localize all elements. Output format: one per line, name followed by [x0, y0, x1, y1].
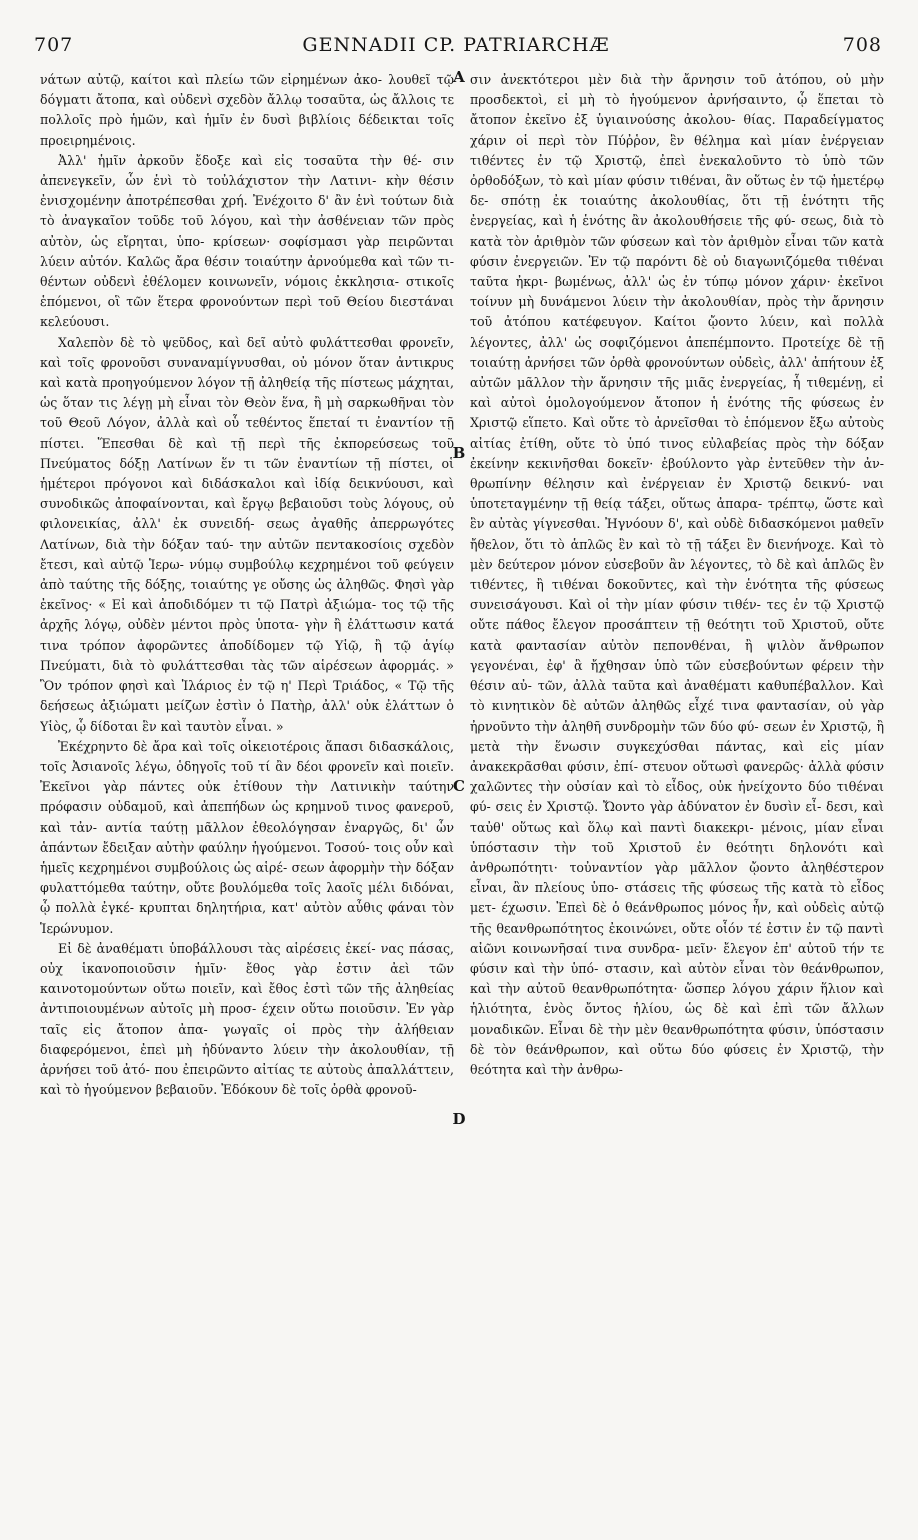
right-page-number: 708 — [842, 34, 882, 56]
paragraph: Ἀλλ' ἡμῖν ἀρκοῦν ἔδοξε καὶ εἰς τοσαῦτα τὴν θέ- σιν ἀπενεγκεῖν, ὧν ἑνὶ τὸ τοὐλάχιστον τὴν Λατινι- κὴν θέσιν ἐνισχομένην ἀποτρέπεσθαι χρή. Ἐνέχοιτο δ' ἂν ἑνὶ τούτων διὰ τὸ ἀναγκαῖον τοῦδε τοῦ λόγου, καὶ τὴν ἀσθένειαν τῶν πρὸς αὐτὸν, ὡς εἴρηται, ὑπο- κρίσεων· σοφίσμασι γὰρ πειρῶνται λύειν αὐτόν. Καλῶς ἄρα θέσιν τοιαύτην ἀρνούμεθα καὶ τῶν τι- θέντων οὐδενὶ ἐθέλομεν κοινωνεῖν, νόμοις ἐκκλησια- στικοῖς ἑπόμενοι, οἳ τῶν ἕτερα φρονούντων περὶ τοῦ Θείου διεστάναι κελεύουσι. — [40, 152, 454, 330]
page-header — [30, 34, 882, 64]
paragraph: Χαλεπὸν δὲ τὸ ψεῦδος, καὶ δεῖ αὐτὸ φυλάττεσθαι φρονεῖν, καὶ τοῖς φρονοῦσι συναναμίγνυσθαι, οὐ μόνον ὅταν ἀντικρυς καὶ κατὰ προηγούμενον λόγον τῇ ἀληθείᾳ τῆς πίστεως μάχηται, ὡς ὅταν τις λέγῃ μὴ εἶναι τὸν Θεὸν ἕνα, ἢ μὴ σαρκωθῆναι τὸν τοῦ Θεοῦ Λόγον, ἀλλὰ καὶ οὗ τεθέντος ἕπεταί τι ἐναντίον τῇ πίστει. Ἕπεσθαι δὲ καὶ τῇ περὶ τῆς ἐκπορεύσεως τοῦ Πνεύματος δόξῃ Λατίνων ἕν τι τῶν ἐναντίων τῇ πίστει, οἱ ἡμέτεροι πρόγονοι καὶ διδάσκαλοι καὶ ἰδίᾳ δεικνύουσι, καὶ συνοδικῶς ἀποφαίνονται, καὶ ἔργῳ βεβαιοῦσι τοὺς λόγους, οὐ φιλονεικίας, ἀλλ' ἐκ συνειδή- σεως ἀγαθῆς ἀπερρωγότες Λατίνων, διὰ τὴν δόξαν ταύ- την αὐτῶν πεντακοσίοις σχεδὸν ἔτεσι, καὶ αὐτῷ Ἱερω- νύμῳ συμβούλῳ κεχρημένοι τοῦ φεύγειν ἀπὸ ταύτης τῆς δόξης, τοιαύτης γε οὔσης ὡς ἀληθῶς. Φησὶ γὰρ ἐκεῖνος· « Εἰ καὶ ἀποδιδόμεν τι τῷ Πατρὶ ἀξιώμα- τος τῷ τῆς ἀρχῆς λόγῳ, οὐδὲν μέντοι πρὸς ὑποτα- γὴν ἢ ἐλάττωσιν κατά τινα τρόπον ἀφορῶντες ἀποδίδομεν τῷ Υἱῷ, ἢ τῷ ἁγίῳ Πνεύματι, διὰ τὸ φυλάττεσθαι τὰς τῶν αἱρέσεων ἀφορμάς. » Ὃν τρόπον φησὶ καὶ Ἱλάριος ἐν τῷ η' Περὶ Τριάδος, « Τῷ τῆς δεήσεως ἀξιώματι μείζων ἐστὶν ὁ Πατὴρ, ἀλλ' οὐκ ἐλάττων ὁ Υἱὸς, ᾧ δίδοται ἓν καὶ ταυτὸν εἶναι. » — [40, 334, 454, 734]
margin-marker-c: C — [453, 777, 465, 795]
margin-marker-a: A — [453, 68, 465, 86]
running-title: GENNADII CP. PATRIARCHÆ — [302, 34, 610, 56]
left-page-number: 707 — [34, 34, 74, 56]
left-column — [40, 70, 454, 1510]
paragraph: Εἰ δὲ ἀναθέματι ὑποβάλλουσι τὰς αἱρέσεις ἐκεί- νας πάσας, οὐχ ἱκανοποιοῦσιν ἡμῖν· ἔθος γὰρ ἐστιν ἀεὶ τῶν καινοτομούντων οὕτω ποιεῖν, καὶ ἔθος ἐστὶ τῶν τῆς ἀληθείας ἀντιποιουμένων αὐτοῖς μὴ προσ- έχειν οὕτω ποιοῦσιν. Ἐν γὰρ ταῖς εἰς ἄτοπον ἀπα- γωγαῖς οἱ πρὸς τὴν ἀλήθειαν διαφερόμενοι, ἐπεὶ μὴ ἠδύναντο λύειν τὴν ἀκολουθίαν, τῇ ἀρνήσει τοῦ ἀτό- που ἐπειρῶντο αἰτίας τε αὐτοὺς ἀπαλλάττειν, καὶ τὸ ἡγούμενον βεβαιοῦν. Ἐδόκουν δὲ τοῖς ὀρθὰ φρονοῦ- — [40, 940, 454, 1098]
paragraph: Ἐκέχρηντο δὲ ἄρα καὶ τοῖς οἰκειοτέροις ἅπασι διδασκάλοις, τοῖς Ἀσιανοῖς λέγω, ὁδηγοῖς τοῦ τί ἂν δέοι φρονεῖν καὶ ποιεῖν. Ἐκεῖνοι γὰρ πάντες οὐκ ἐτίθουν τὴν Λατινικὴν ταύτην πρόφασιν οὐδαμοῦ, καὶ ἀπεπήδων ὡς κρημνοῦ τινος φανεροῦ, καὶ τἀν- αντία ταύτῃ μᾶλλον ἐθεολόγησαν ἐναργῶς, δι' ὧν ἁπάντων ἔδειξαν αὐτὴν φαύλην ἡγούμενοι. Τοσού- τοις οὖν καὶ ἡμεῖς κεχρημένοι συμβούλοις ὡς αἱρέ- σεων ἀφορμὴν τὴν δόξαν φυλαττόμεθα ταύτην, οὔτε βουλόμεθα τοῖς λαοῖς μέλι διδόναι, ᾧ πολλὰ ἐγκέ- κρυπται δηλητήρια, κατ' αὐτὸν αὖθις φάναι τὸν Ἱερώνυμον. — [40, 738, 454, 936]
paragraph: νάτων αὐτῷ, καίτοι καὶ πλείω τῶν εἰρημένων ἀκο- λουθεῖ τῷ δόγματι ἄτοπα, καὶ οὐδενὶ σχεδὸν ἄλλῳ τοσαῦτα, ὡς ἄλλοις τε πολλοῖς πρὸ ἡμῶν, καὶ ἡμῖν ἐν δυσὶ βιβλίοις δέδεικται τοῖς προειρημένοις. — [40, 72, 454, 148]
margin-marker-b: B — [452, 444, 466, 462]
margin-marker-d: D — [452, 1110, 466, 1128]
paragraph: σιν ἀνεκτότεροι μὲν διὰ τὴν ἄρνησιν τοῦ ἀτόπου, οὐ μὴν προσδεκτοὶ, εἰ μὴ τὸ ἡγούμενον ἀρνήσαιντο, ᾧ ἕπεται τὸ ἄτοπον ἐκεῖνο ἐξ ὑγιαινούσης ἀκολου- θίας. Παραδείγματος χάριν οἱ περὶ τὸν Πύῤῥον, ἓν θέλημα καὶ μίαν ἐνέργειαν τιθέντες ἐν τῷ Χριστῷ, ἐπεὶ ἐνεκαλοῦντο τὸ ὑπὸ τῶν ὀρθοδόξων, τὸ καὶ μίαν φύσιν τιθέναι, ἂν οὕτως ἐν τῷ ἡμετέρῳ δε- σπότῃ ἐκ τοιαύτης ἀκολουθίας, ὅτι τῇ ἑνότητι τῆς ἐνεργείας, καὶ ἡ ἑνότης ἂν ἀκολουθήσειε τῆς φύ- σεως, διὰ τὸ κατὰ τὸν ἀριθμὸν τῶν φύσεων καὶ τὸν ἀριθμὸν εἶναι τῶν κατὰ φύσιν ἐνεργειῶν. Ἐν τῷ παρόντι δὲ οὐ διαγωνιζόμεθα τιθέναι ταῦτα ἠκρι- βωμένως, ἀλλ' ὡς ἐν τύπῳ μόνον χάριν· ἐκεῖνοι τοίνυν μὴ δυνάμενοι λύειν τὴν ἀκολουθίαν, πρὸς τὴν ἄρνησιν τοῦ ἀτόπου κατέφευγον. Καίτοι ᾤοντο λύειν, καὶ πολλὰ λέγοντες, ἀλλ' ὡς σοφιζόμενοι ἀπεπέμποντο. Προτείχε δὲ τῇ τοιαύτῃ ἀρνήσει τῶν ὀρθὰ φρονούντων οὐδεὶς, ἀλλ' ἀπήτουν ἐξ αὐτῶν μᾶλλον τὴν ἄρνησιν τῆς μιᾶς ἐνεργείας, ἧ τιθεμένῃ, εἰ καὶ αὐτοὶ ὁμολογούμενον ἄτοπον ἡ ἑνότης τῆς φύσεως ἐν Χριστῷ εἵπετο. Καὶ οὔτε τὸ ἀρνεῖσθαι τὸ ἑπόμενον ἔξω αὐτοὺς αἰτίας ἐτίθη, οὔτε τὸ ὑπό τινος εὐλαβείας πρὸς τὴν δόξαν ἐκείνην κεκινῆσθαι δοκεῖν· ἐβούλοντο γὰρ ἐντεῦθεν τὴν ἀν- θρωπίνην θέλησιν καὶ ἐνέργειαν ἐν Χριστῷ δεικνύ- ναι ὑποτεταγμένην τῇ θείᾳ τάξει, οὕτως ἀπαρα- τρέπτῳ, ὥστε καὶ ἓν αὐτὰς γίγνεσθαι. Ἠγνόουν δ', καὶ οὐδὲ διδασκόμενοι μαθεῖν ἤθελον, ὅτι τὸ ἁπλῶς ἓν καὶ τὸ τῇ τάξει ἓν διενήνοχε. Καὶ τὸ μὲν δεύτερον μόνον εὐσεβοῦν ἂν λέγοντες, τὸ δὲ καὶ ἁπλῶς ἓν τιθέντες, ἢ τιθέναι δοκοῦντες, καὶ τὴν ἑνότητα τῆς φύσεως συνεισάγουσι. Καὶ οἱ τὴν μίαν φύσιν τιθέν- τες ἐν τῷ Χριστῷ οὔτε πάθος ἔλεγον προσάπτειν τῇ θεότητι τοῦ Χριστοῦ, οὔτε κατὰ φαντασίαν αὐτὸν πεπονθέναι, ἢ ψιλὸν ἄνθρωπον γεγονέναι, ἐφ' ἃ ἤχθησαν ὑπὸ τῶν εὐσεβούντων φέρειν τὴν θέσιν αὐ- τῶν, ἀλλὰ ταῦτα καὶ ἀναθέματι καθυπέβαλλον. Καὶ τὸ κινητικὸν δὲ αὐτῶν ἀληθῶς εἶχέ τινα φαντασίαν, οὐ γὰρ ἠρνοῦντο τὴν ἀληθῆ συνδρομὴν τῶν δύο φύ- σεων ἐν Χριστῷ, ἢ μετὰ τὴν ἕνωσιν συγκεχύσθαι πάντας, καὶ εἰς μίαν ἀνακεκρᾶσθαι φύσιν, ἐπί- στευον οὕτωσὶ φανερῶς· ἀλλὰ φύσιν χαλῶντες τὴν οὐσίαν καὶ τὸ εἶδος, οὐκ ἠνείχοντο δύο τιθέναι φύ- σεις ἐν Χριστῷ. Ὤοντο γὰρ ἀδύνατον ἐν δυσὶν εἶ- δεσι, καὶ ταὐθ' οὕτως καὶ ὅλῳ καὶ παντὶ διακεκρι- μένοις, μίαν εἶναι ὑπόστασιν τὴν τοῦ Χριστοῦ ἐν θεότητι δηλονότι καὶ ἀνθρωπότητι· τοὐναντίον γὰρ μᾶλλον ᾤοντο ἀληθέστερον εἶναι, ἂν πλείους ὑπο- στάσεις τῆς φύσεως τῆς κατὰ τὸ εἶδος μετ- έχωσιν. Ἐπεὶ δὲ ὁ θεάνθρωπος μόνος ἦν, καὶ οὐδεὶς αὐτῷ τῆς θεανθρωπότητος ἐκοινώνει, οὔτε οἷόν τέ ἐστιν ἐν τῷ παντὶ αἰῶνι κοινωνῆσαί τινα συνδρα- μεῖν· ἔλεγον ἐπ' αὐτοῦ τήν τε φύσιν καὶ τὴν ὑπό- στασιν, καὶ αὐτὸν εἶναι τὸν θεάνθρωπον, καὶ τὴν αὐτοῦ θεανθρωπότητα· ὥσπερ λόγου χάριν ἥλιον καὶ ἡλιότητα, ἑνὸς ὄντος ἡλίου, ὡς δὲ καὶ ἐπὶ τῶν ἄλλων μοναδικῶν. Εἶναι δὲ τὴν μὲν θεανθρωπότητα φύσιν, ὑπόστασιν δὲ τὸν θεάνθρωπον, καὶ οὕτω δύο φύσεις ἐν Χριστῷ, τὴν θεότητα καὶ τὴν ἀνθρω- — [470, 72, 884, 1077]
right-column — [470, 70, 884, 1510]
